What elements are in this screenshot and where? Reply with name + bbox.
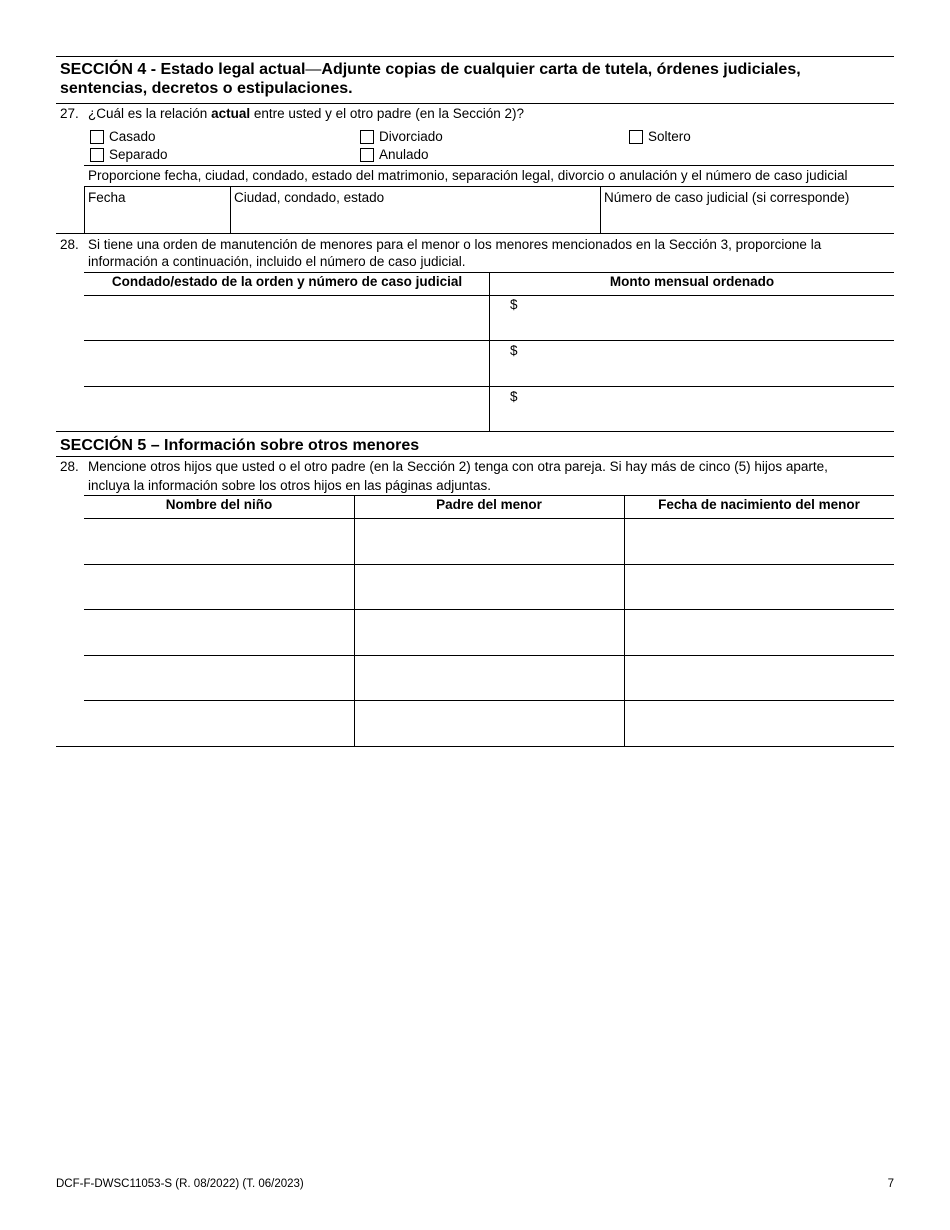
option-anulado-label: Anulado xyxy=(379,147,429,162)
option-divorciado[interactable] xyxy=(360,128,443,145)
checkbox-casado[interactable] xyxy=(90,130,104,144)
question-27-text xyxy=(88,105,524,122)
question-28b-line1: Mencione otros hijos que usted o el otro padre (en la Sección 2) tenga con otra pareja. Si hay más de cinco (5) hijos aparte, xyxy=(88,459,828,474)
field-fecha-label: Fecha xyxy=(88,190,126,205)
support-row-2-county-input[interactable] xyxy=(85,341,488,385)
option-separado-label: Separado xyxy=(109,147,168,162)
children-col-parent-header: Padre del menor xyxy=(436,497,542,512)
question-27-text-bold: actual xyxy=(211,106,251,121)
option-anulado[interactable] xyxy=(360,146,429,163)
support-row-3-currency: $ xyxy=(510,389,518,404)
child-row-4-dob-input[interactable] xyxy=(625,656,893,700)
question-28a-number: 28. xyxy=(60,237,79,252)
child-row-1-parent-input[interactable] xyxy=(355,519,623,563)
option-casado[interactable] xyxy=(90,128,156,145)
section4-title-main: SECCIÓN 4 - Estado legal actual xyxy=(60,61,306,78)
footer-form-id: DCF-F-DWSC11053-S (R. 08/2022) (T. 06/2023) xyxy=(56,1178,304,1190)
support-row-1-county-input[interactable] xyxy=(85,296,488,340)
q27-bottom-rule xyxy=(56,233,894,234)
field-numero-caso-input[interactable] xyxy=(601,206,893,232)
section5-title: SECCIÓN 5 – Información sobre otros menores xyxy=(60,437,420,454)
child-row-2-parent-input[interactable] xyxy=(355,565,623,609)
checkbox-soltero[interactable] xyxy=(629,130,643,144)
question-28b-number: 28. xyxy=(60,459,79,474)
child-row-4-parent-input[interactable] xyxy=(355,656,623,700)
option-soltero-label: Soltero xyxy=(648,129,691,144)
section4-top-rule xyxy=(56,56,894,57)
question-28a-line1: Si tiene una orden de manutención de menores para el menor o los menores mencionados en la Sección 3, proporcione la xyxy=(88,237,822,252)
field-ciudad-input[interactable] xyxy=(231,206,599,232)
support-row-1-currency: $ xyxy=(510,297,518,312)
support-row-2-amount-input[interactable] xyxy=(522,341,892,385)
child-row-1-name-input[interactable] xyxy=(85,519,353,563)
children-col-dob-header: Fecha de nacimiento del menor xyxy=(658,497,860,512)
support-col-county-header: Condado/estado de la orden y número de caso judicial xyxy=(111,274,463,289)
question-27-text-before: ¿Cuál es la relación xyxy=(88,106,212,121)
question-28b-line2: incluya la información sobre los otros hijos en las páginas adjuntas. xyxy=(88,478,491,493)
section4-title xyxy=(60,60,880,98)
child-row-3-parent-input[interactable] xyxy=(355,610,623,654)
child-row-3-name-input[interactable] xyxy=(85,610,353,654)
question-27-number: 27. xyxy=(60,106,79,121)
support-row-3-rule xyxy=(56,431,894,432)
checkbox-divorciado[interactable] xyxy=(360,130,374,144)
support-col-amount-header: Monto mensual ordenado xyxy=(609,274,775,289)
option-divorciado-label: Divorciado xyxy=(379,129,443,144)
field-fecha-input[interactable] xyxy=(85,206,229,232)
section4-title-rest: Adjunte copias de cualquier carta de tutela, órdenes judiciales, sentencias, decretos o estipulaciones. xyxy=(60,61,801,97)
children-col-name-header: Nombre del niño xyxy=(165,497,273,512)
child-row-5-dob-input[interactable] xyxy=(625,701,893,745)
child-row-5-rule xyxy=(56,746,894,747)
checkbox-anulado[interactable] xyxy=(360,148,374,162)
support-row-3-amount-input[interactable] xyxy=(522,387,892,430)
section4-title-dash: — xyxy=(305,61,322,78)
support-row-1-amount-input[interactable] xyxy=(522,296,892,340)
footer-page-number: 7 xyxy=(887,1178,894,1190)
child-row-4-name-input[interactable] xyxy=(85,656,353,700)
q27-instruction: Proporcione fecha, ciudad, condado, estado del matrimonio, separación legal, divorcio o anulación y el número de caso judicial xyxy=(88,168,848,183)
child-row-2-name-input[interactable] xyxy=(85,565,353,609)
support-row-3-county-input[interactable] xyxy=(85,387,488,430)
field-numero-caso-label: Número de caso judicial (si corresponde) xyxy=(604,190,850,205)
question-27-text-after: entre usted y el otro padre (en la Sección 2)? xyxy=(250,106,525,121)
support-row-2-currency: $ xyxy=(510,343,518,358)
child-row-5-parent-input[interactable] xyxy=(355,701,623,745)
question-28a-line2: información a continuación, incluido el número de caso judicial. xyxy=(88,254,466,269)
q27-instruction-top-rule xyxy=(84,165,894,166)
section4-title-underline xyxy=(56,103,894,104)
support-table-divider xyxy=(489,272,490,431)
child-row-2-dob-input[interactable] xyxy=(625,565,893,609)
option-separado[interactable] xyxy=(90,146,168,163)
section5-title-underline xyxy=(56,456,894,457)
child-row-1-dob-input[interactable] xyxy=(625,519,893,563)
option-soltero[interactable] xyxy=(629,128,691,145)
field-ciudad-label: Ciudad, condado, estado xyxy=(234,190,385,205)
q27-fields-top-rule xyxy=(84,186,894,187)
child-row-3-dob-input[interactable] xyxy=(625,610,893,654)
child-row-5-name-input[interactable] xyxy=(85,701,353,745)
checkbox-separado[interactable] xyxy=(90,148,104,162)
option-casado-label: Casado xyxy=(109,129,156,144)
